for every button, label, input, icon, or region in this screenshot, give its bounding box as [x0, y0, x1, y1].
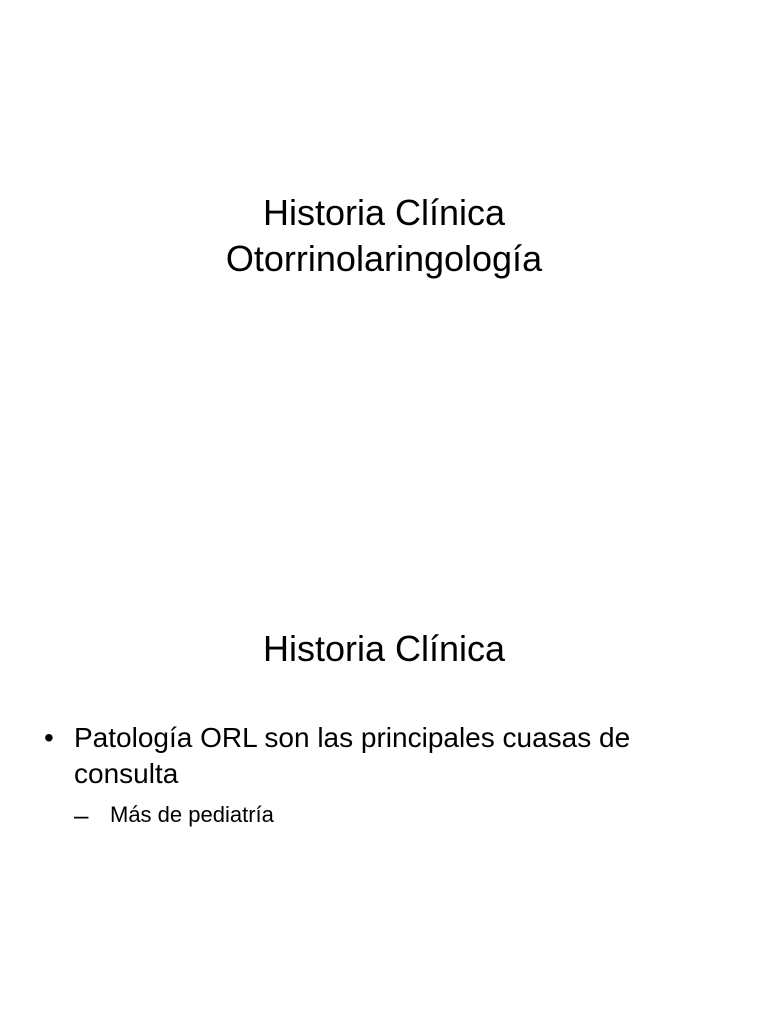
sub-list-item [74, 800, 734, 830]
content-slide [0, 512, 768, 1024]
title-line-1: Historia Clínica [262, 192, 506, 233]
sub-bullet-list [74, 800, 734, 830]
sub-bullet-text: Más de pediatría [110, 802, 274, 827]
bullet-text: Patología ORL son las principales cuasas de consulta [74, 722, 631, 789]
content-slide-title: Historia Clínica [262, 628, 506, 669]
dash-icon: – [74, 800, 89, 830]
bullet-icon: • [44, 722, 54, 753]
bullet-list [44, 720, 734, 830]
title-line-2: Otorrinolaringología [225, 238, 543, 279]
list-item [44, 720, 734, 830]
title-slide-heading [0, 190, 768, 282]
